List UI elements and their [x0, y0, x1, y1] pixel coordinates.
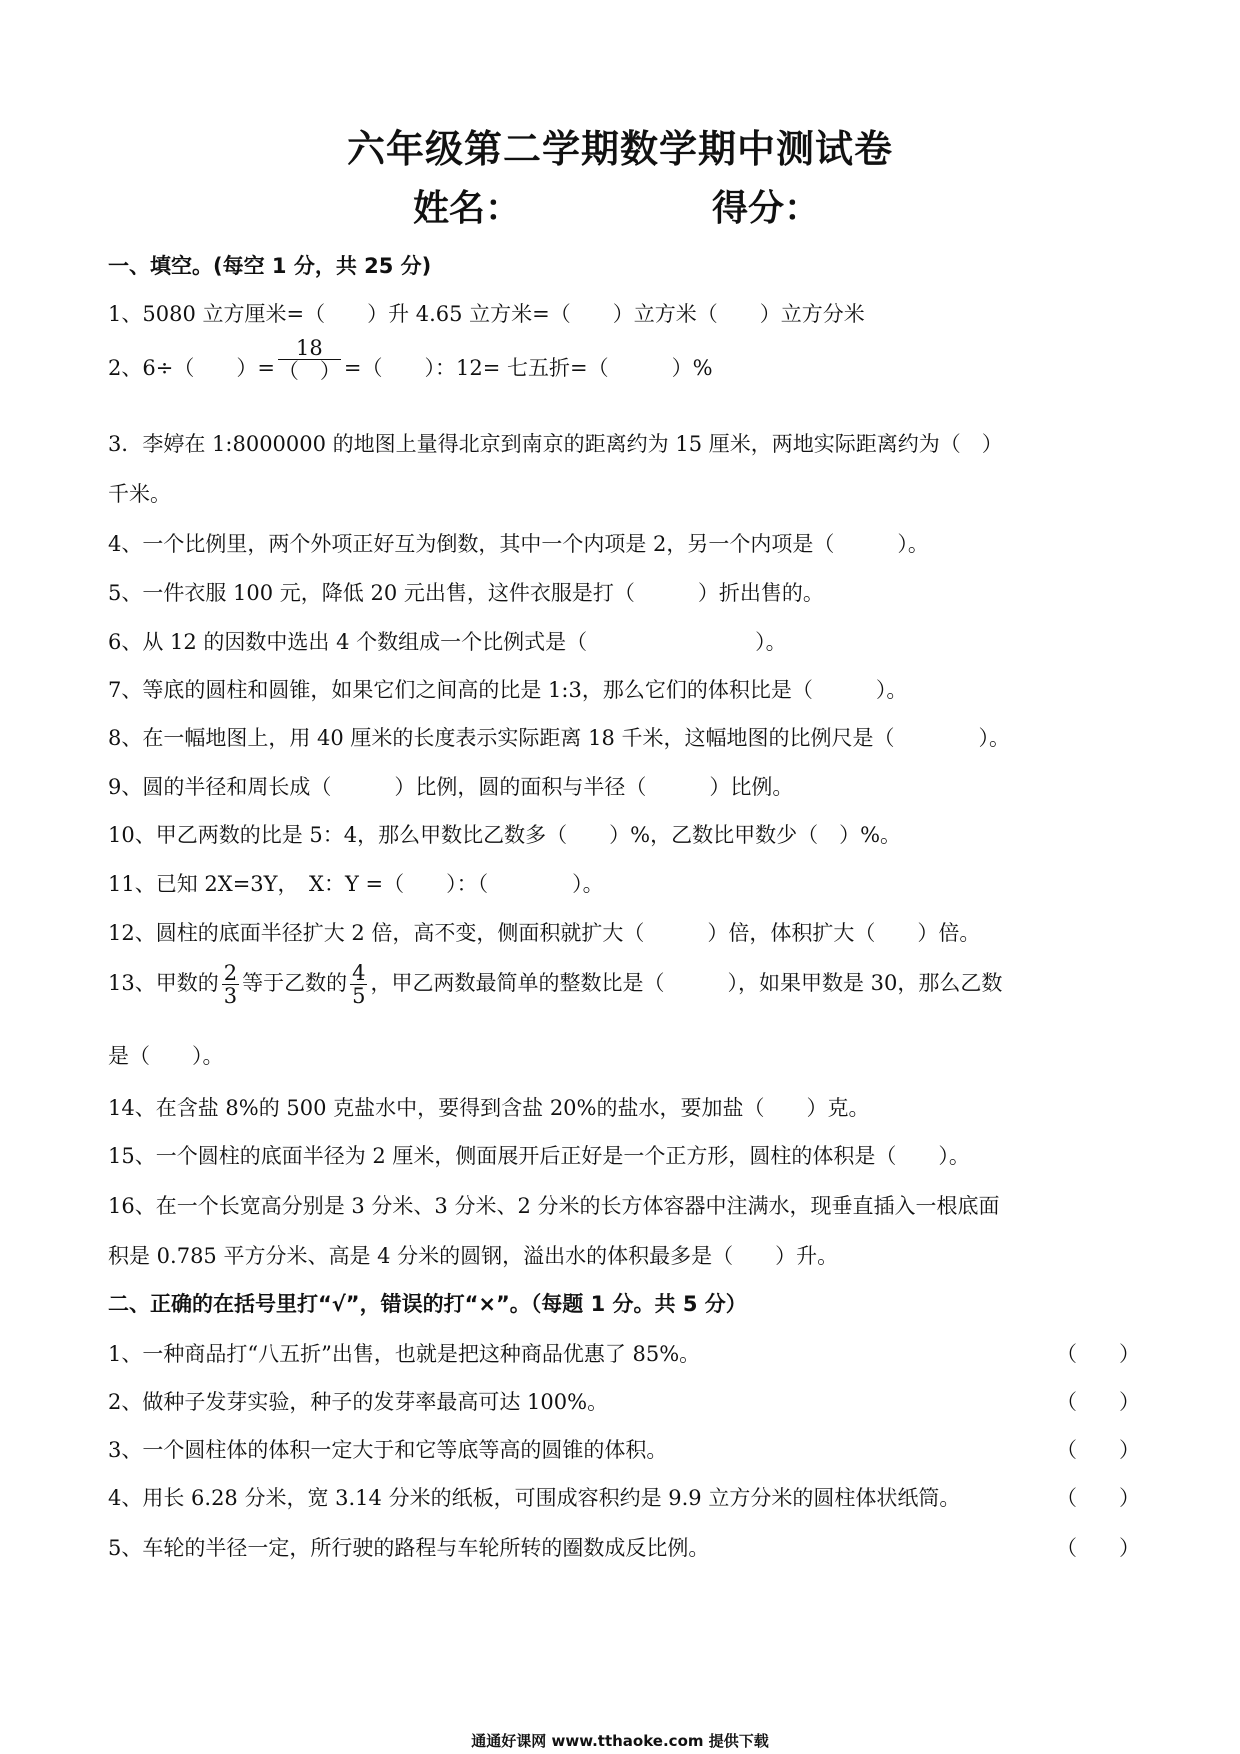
question-9: 9、圆的半径和周长成（ ）比例，圆的面积与半径（ ）比例。	[108, 775, 794, 799]
question-1: 1、5080 立方厘米=（ ）升 4.65 立方米=（ ）立方米（ ）立方分米	[108, 302, 865, 326]
question-2-prefix: 2、6÷（ ）=	[108, 356, 275, 380]
question-7: 7、等底的圆柱和圆锥，如果它们之间高的比是 1:3，那么它们的体积比是（ ）。	[108, 678, 908, 702]
tf-question-1: 1、一种商品打“八五折”出售，也就是把这种商品优惠了 85%。	[108, 1342, 701, 1366]
section-heading-true-false: 二、正确的在括号里打“√”，错误的打“×”。（每题 1 分。共 5 分）	[108, 1292, 747, 1316]
tf-answer-paren-5: （ ）	[1056, 1536, 1140, 1560]
footer-watermark: 通通好课网 www.tthaoke.com 提供下载	[471, 1732, 769, 1750]
question-16-line-2: 积是 0.785 平方分米、高是 4 分米的圆钢，溢出水的体积最多是（ ）升。	[108, 1244, 839, 1268]
fraction-denominator: （ ）	[277, 359, 341, 383]
fraction-numerator: 4	[352, 961, 366, 985]
question-11: 11、已知 2X=3Y， X：Y =（ ）：（ ）。	[108, 872, 604, 896]
question-6: 6、从 12 的因数中选出 4 个数组成一个比例式是（ ）。	[108, 630, 787, 654]
score-label: 得分：	[712, 188, 821, 229]
question-3-line-1: 3．李婷在 1:8000000 的地图上量得北京到南京的距离约为 15 厘米，两地实际距离约为（ ）	[108, 432, 1003, 456]
question-3-line-2: 千米。	[108, 482, 171, 506]
question-13-line-2: 是（ ）。	[108, 1044, 224, 1068]
page-title: 六年级第二学期数学期中测试卷	[346, 127, 893, 171]
tf-answer-paren-4: （ ）	[1056, 1486, 1140, 1510]
question-2	[108, 335, 713, 383]
question-4: 4、一个比例里，两个外项正好互为倒数，其中一个内项是 2，另一个内项是（ ）。	[108, 532, 929, 556]
question-13-middle: 等于乙数的	[242, 971, 348, 996]
fraction-numerator: 2	[223, 961, 238, 985]
fraction-numerator: 18	[278, 337, 341, 360]
question-12: 12、圆柱的底面半径扩大 2 倍，高不变，侧面积就扩大（ ）倍，体积扩大（ ）倍。	[108, 921, 981, 945]
question-16-line-1: 16、在一个长宽高分别是 3 分米、3 分米、2 分米的长方体容器中注满水，现垂直插入一根底面	[108, 1194, 1000, 1218]
question-8: 8、在一幅地图上，用 40 厘米的长度表示实际距离 18 千米，这幅地图的比例尺是（ ）。	[108, 726, 1011, 750]
question-10: 10、甲乙两数的比是 5：4，那么甲数比乙数多（ ）%，乙数比甲数少（ ）%。	[108, 823, 902, 847]
name-label: 姓名：	[413, 188, 522, 229]
question-2-fraction	[278, 337, 341, 382]
question-13	[108, 962, 1002, 1007]
tf-answer-paren-2: （ ）	[1056, 1390, 1140, 1414]
fraction-denominator: 5	[352, 984, 366, 1009]
tf-question-5: 5、车轮的半径一定，所行驶的路程与车轮所转的圈数成反比例。	[108, 1536, 710, 1560]
question-13-fraction-2	[350, 962, 367, 1007]
fraction-denominator: 3	[223, 984, 238, 1009]
question-14: 14、在含盐 8%的 500 克盐水中，要得到含盐 20%的盐水，要加盐（ ）克。	[108, 1096, 870, 1120]
question-2-suffix: =（ ）：12= 七五折=（ ）%	[343, 356, 713, 380]
question-13-suffix: ，甲乙两数最简单的整数比是（ ），如果甲数是 30，那么乙数	[370, 971, 1003, 996]
tf-answer-paren-3: （ ）	[1056, 1438, 1140, 1462]
question-13-fraction-1	[222, 962, 239, 1007]
question-13-prefix: 13、甲数的	[108, 971, 219, 996]
tf-question-4: 4、用长 6.28 分米，宽 3.14 分米的纸板，可围成容积约是 9.9 立方分米的圆柱体状纸筒。	[108, 1486, 961, 1510]
question-5: 5、一件衣服 100 元，降低 20 元出售，这件衣服是打（ ）折出售的。	[108, 581, 824, 605]
question-15: 15、一个圆柱的底面半径为 2 厘米，侧面展开后正好是一个正方形，圆柱的体积是（ ）。	[108, 1144, 970, 1168]
tf-question-2: 2、做种子发芽实验，种子的发芽率最高可达 100%。	[108, 1390, 609, 1414]
tf-answer-paren-1: （ ）	[1056, 1342, 1140, 1366]
section-heading-fill-blank: 一、填空。(每空 1 分，共 25 分)	[108, 254, 432, 278]
tf-question-3: 3、一个圆柱体的体积一定大于和它等底等高的圆锥的体积。	[108, 1438, 668, 1462]
